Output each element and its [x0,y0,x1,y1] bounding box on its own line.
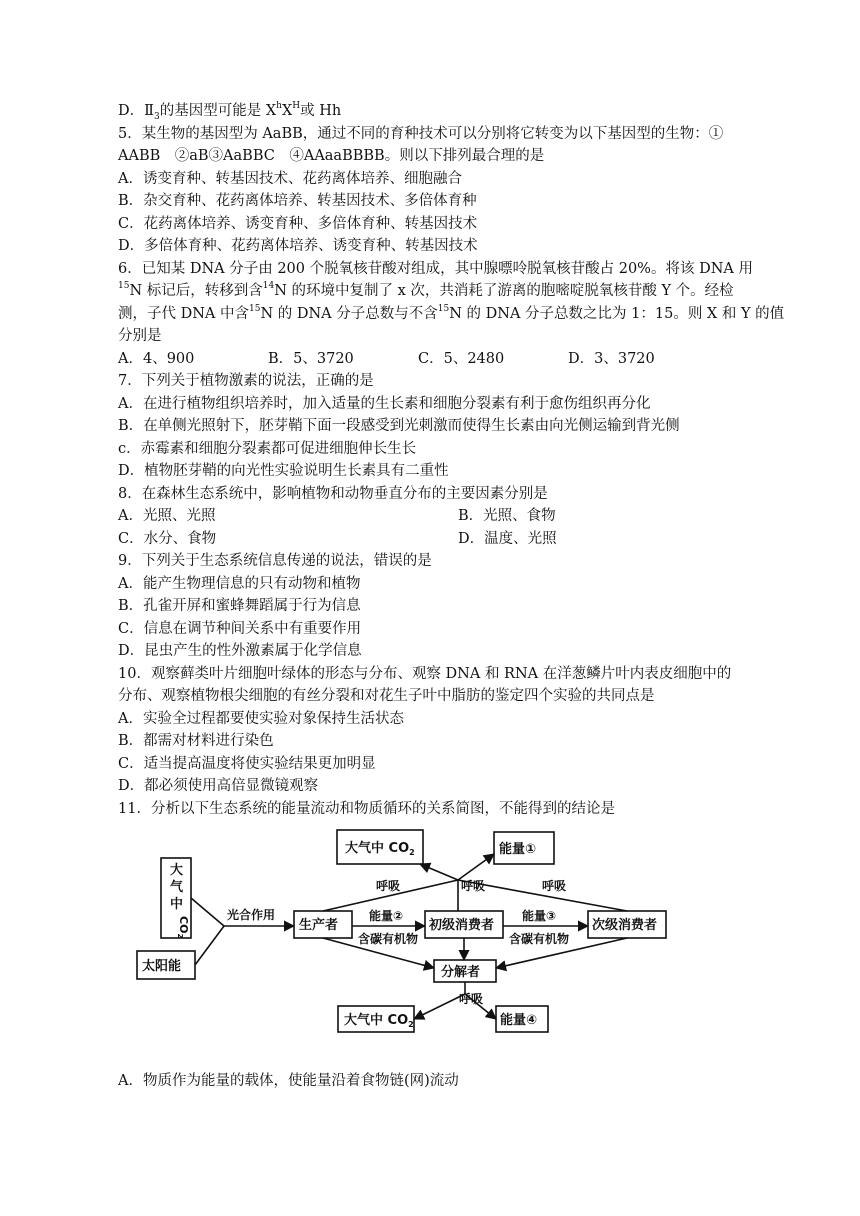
q8-option-b: B．光照、食物 [458,508,556,524]
q10-option-a: A．实验全过程都要使实验对象保持生活状态 [118,710,404,727]
q9-option-c: C．信息在调节种间关系中有重要作用 [118,620,362,637]
question-text [118,100,785,820]
q8-stem: 8．在森林生态系统中，影响植物和动物垂直分布的主要因素分别是 [118,485,548,502]
q5-option-b: B．杂交育种、花药离体培养、转基因技术、多倍体育种 [118,193,477,209]
energy4-label: 能量④ [500,1013,538,1028]
q8-option-c: C．水分、食物 [118,530,217,547]
energy3-label: 能量③ [522,909,557,923]
q11-option-a: A．物质作为能量的载体，使能量沿着食物链(网)流动 [118,1073,459,1089]
q5-option-c: C．花药离体培养、诱变育种、多倍体育种、转基因技术 [118,215,478,232]
q6-stem-3: 测，子代 DNA 中含$^{15}$N 的 DNA 分子总数与不含$^{15}$N 的 DNA 分子总数之比为 1：15。则 X 和 Y 的值 [118,303,785,322]
q11-option-a-block [118,1070,459,1093]
q10-stem-cont: 分布、观察植物根尖细胞的有丝分裂和对花生子叶中脂肪的鉴定四个实验的共同点是 [118,688,655,704]
photosynthesis-label: 光合作用 [227,908,276,922]
producer-label: 生产者 [299,918,339,933]
q6-stem: 6．已知某 DNA 分子由 200 个脱氧核苷酸对组成，其中腺嘌呤脱氧核苷酸占 20%。将该 DNA 用 [118,260,753,277]
q6-options [118,348,743,371]
q6-option-c: C．5、2480 [418,350,505,367]
q7-stem: 7．下列关于植物激素的说法，正确的是 [118,373,374,389]
q8-options-row1 [118,505,743,528]
q10-option-d: D．都必须使用高倍显微镜观察 [118,778,319,794]
q8-option-d: D．温度、光照 [458,530,557,547]
resp2-label: 呼吸 [461,879,486,893]
q5-option-d: D．多倍体育种、花药离体培养、诱变育种、转基因技术 [118,238,478,254]
q9-option-b: B．孔雀开屏和蜜蜂舞蹈属于行为信息 [118,598,361,614]
atm-co2-label-3: 中 [170,897,184,912]
q7-option-d: D．植物胚芽鞘的向光性实验说明生长素具有二重性 [118,463,449,479]
energy-flow-diagram [133,820,673,1040]
q6-stem-4: 分别是 [118,328,162,344]
energy1-label: 能量① [499,842,537,857]
decomposer-label: 分解者 [441,965,481,980]
q6-option-a: A．4、900 [118,350,195,367]
resp4-label: 呼吸 [459,992,484,1006]
q5-stem-cont: AABB ②aB③AaBBC ④AAaaBBBB。则以下排列最合理的是 [118,148,545,164]
energy2-label: 能量② [369,909,404,923]
organic1-label: 含碳有机物 [358,932,419,946]
sun-label: 太阳能 [142,959,182,974]
q8-options-row2 [118,528,743,551]
q5-stem: 5．某生物的基因型为 AaBB，通过不同的育种技术可以分别将它转变为以下基因型的生物：① [118,125,724,142]
q10-stem: 10．观察藓类叶片细胞叶绿体的形态与分布、观察 DNA 和 RNA 在洋葱鳞片叶内表皮细胞中的 [118,665,732,682]
co2-top-label: 大气中 $CO_2$ [345,841,415,857]
q6-option-d: D．3、3720 [568,350,655,367]
resp1-label: 呼吸 [376,879,401,893]
primary-label: 初级消费者 [429,918,495,933]
co2-bottom-label: 大气中 $CO_2$ [344,1013,414,1029]
atm-co2-label-1: 大 [170,863,184,878]
q7-option-a: A．在进行植物组织培养时，加入适量的生长素和细胞分裂素有利于愈伤组织再分化 [118,395,651,412]
q6-stem-2: $^{15}$N 标记后，转移到含$^{14}$N 的环境中复制了 x 次，共消耗了游离的胞嘧啶脱氧核苷酸 Y 个。经检 [118,281,734,299]
q10-option-b: B．都需对材料进行染色 [118,733,274,749]
q7-option-c: c．赤霉素和细胞分裂素都可促进细胞伸长生长 [118,440,417,457]
secondary-label: 次级消费者 [592,918,658,933]
atm-co2-label-2: 气 [170,880,184,895]
resp3-label: 呼吸 [542,879,567,893]
q9-option-d: D．昆虫产生的性外激素属于化学信息 [118,643,362,659]
q10-option-c: C．适当提高温度将使实验结果更加明显 [118,755,376,772]
q11-stem: 11．分析以下生态系统的能量流动和物质循环的关系简图，不能得到的结论是 [118,800,615,817]
q9-option-a: A．能产生物理信息的只有动物和植物 [118,575,361,592]
q7-option-b: B．在单侧光照射下，胚芽鞘下面一段感受到光刺激而使得生长素由向光侧运输到背光侧 [118,418,680,434]
q4-option-d: D．$Ⅱ_3$的基因型可能是 $X^hX^H$或 Hh [118,101,342,122]
organic2-label: 含碳有机物 [509,932,570,946]
q6-option-b: B．5、3720 [268,350,354,367]
atm-co2-label-4: CO2 [176,916,190,939]
q5-option-a: A．诱变育种、转基因技术、花药离体培养、细胞融合 [118,170,462,187]
q9-stem: 9．下列关于生态系统信息传递的说法，错误的是 [118,553,432,569]
q8-option-a: A．光照、光照 [118,508,216,524]
